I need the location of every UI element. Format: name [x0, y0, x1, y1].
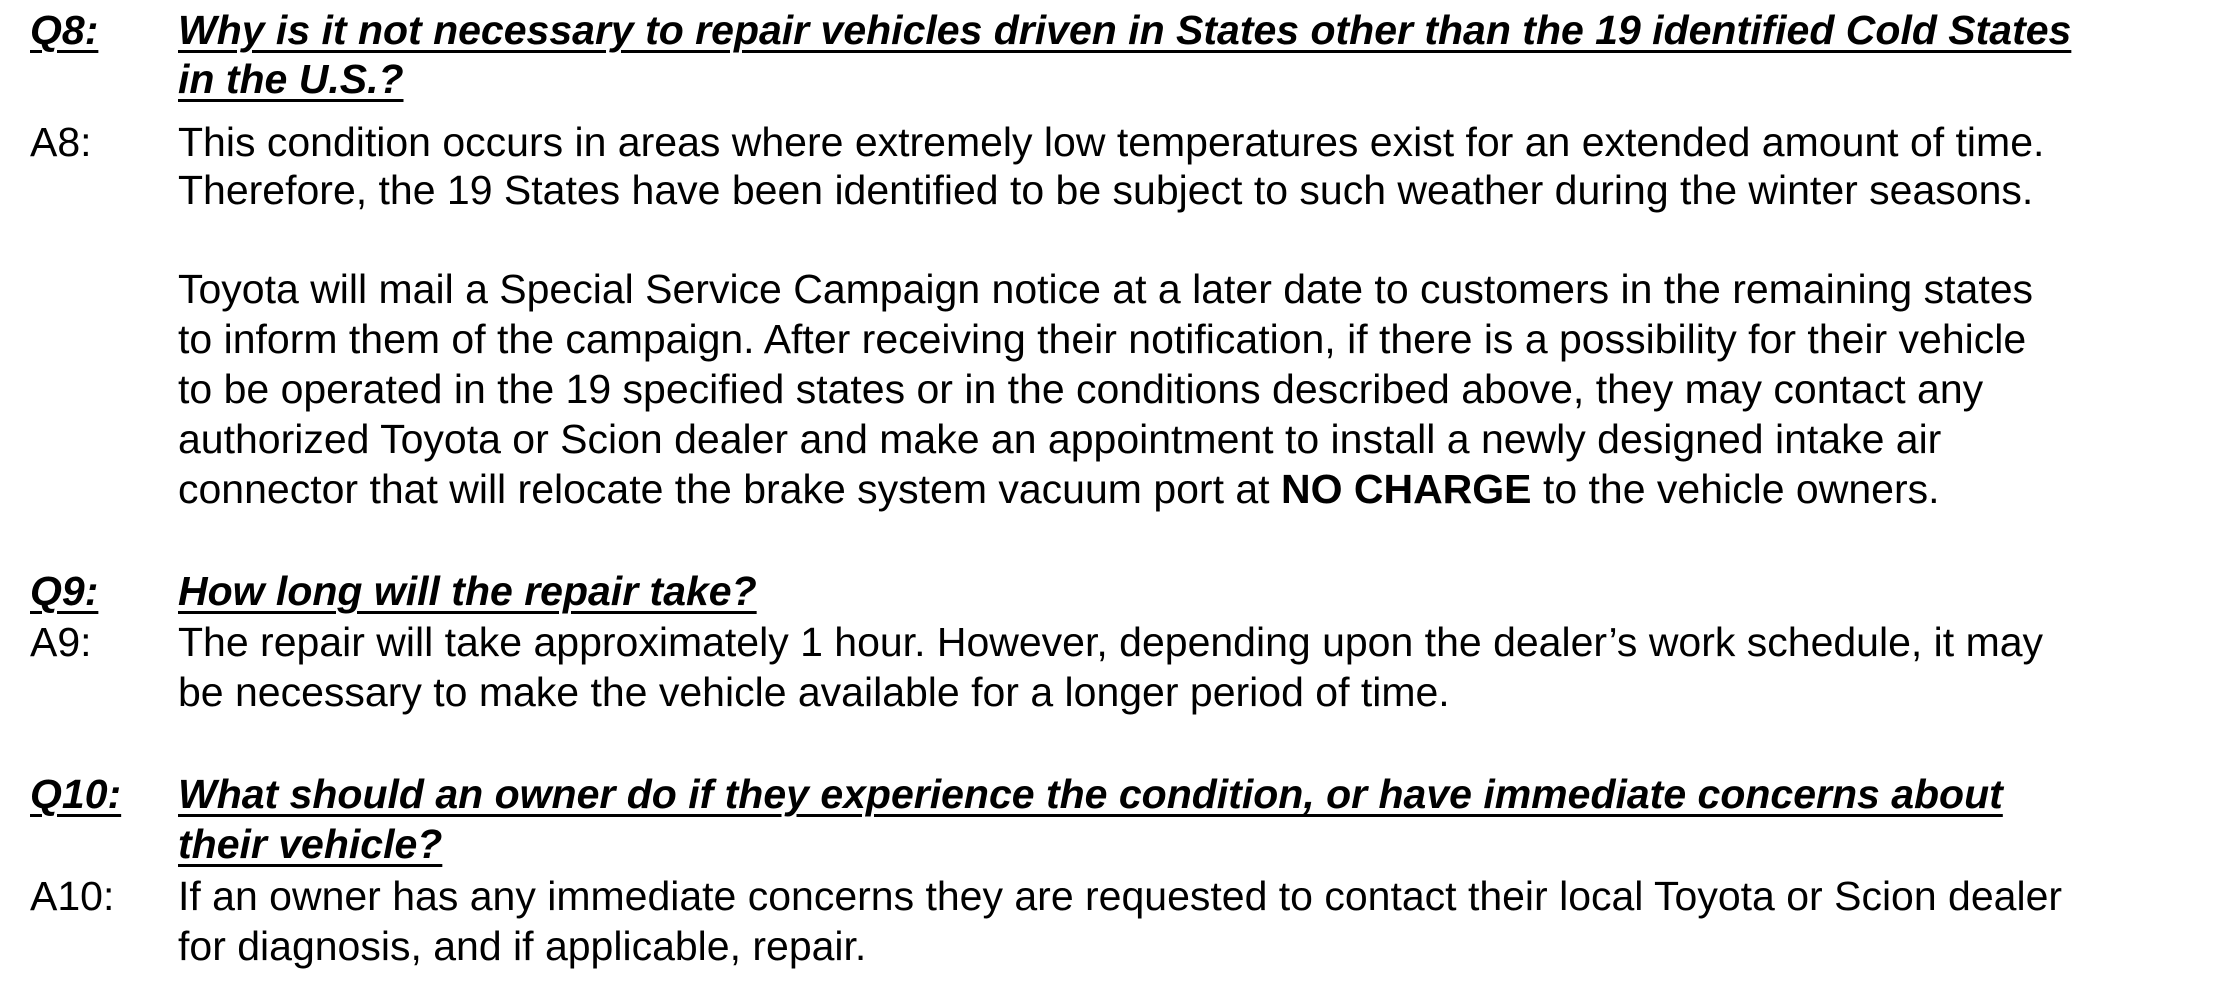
a8-answer-line-2: Therefore, the 19 States have been identified to be subject to such weather during the winter seasons. [178, 167, 2034, 213]
a10-answer-line-2: for diagnosis, and if applicable, repair. [178, 923, 867, 969]
a8-para2-line-5-end: to the vehicle owners. [1531, 466, 1940, 512]
a8-para2-line-5-start: connector that will relocate the brake system vacuum port at [178, 466, 1281, 512]
q9-question-line-1: How long will the repair take? [178, 568, 757, 614]
a9-answer-line-2: be necessary to make the vehicle available for a longer period of time. [178, 669, 1450, 715]
no-charge-emphasis: NO CHARGE [1280, 466, 1532, 512]
q8-label: Q8: [30, 7, 99, 53]
a8-para2-line-1: Toyota will mail a Special Service Campaign notice at a later date to customers in the remaining states [178, 266, 2034, 312]
a10-answer-line-1: If an owner has any immediate concerns they are requested to contact their local Toyota or Scion dealer [178, 873, 2063, 919]
q10-label: Q10: [30, 771, 122, 817]
a8-para2-line-3: to be operated in the 19 specified states or in the conditions described above, they may contact any [178, 366, 1984, 412]
a9-answer-line-1: The repair will take approximately 1 hour. However, depending upon the dealer’s work schedule, it may [178, 619, 2044, 665]
a8-label: A8: [30, 119, 92, 165]
q10-question-line-1: What should an owner do if they experience the condition, or have immediate concerns about [178, 771, 2003, 817]
a8-para2-line-4: authorized Toyota or Scion dealer and make an appointment to install a newly designed intake air [178, 416, 1942, 462]
q8-question-line-1: Why is it not necessary to repair vehicles driven in States other than the 19 identified Cold States [178, 7, 2072, 53]
q10-question-line-2: their vehicle? [178, 821, 443, 867]
a10-label: A10: [30, 873, 115, 919]
q9-label: Q9: [30, 568, 99, 614]
a9-label: A9: [30, 619, 92, 665]
a8-para2-line-5 [178, 465, 1940, 513]
q8-question-line-2: in the U.S.? [178, 56, 404, 102]
a8-answer-line-1: This condition occurs in areas where extremely low temperatures exist for an extended amount of time. [178, 119, 2045, 165]
a8-para2-line-2: to inform them of the campaign. After receiving their notification, if there is a possibility for their vehicle [178, 316, 2027, 362]
